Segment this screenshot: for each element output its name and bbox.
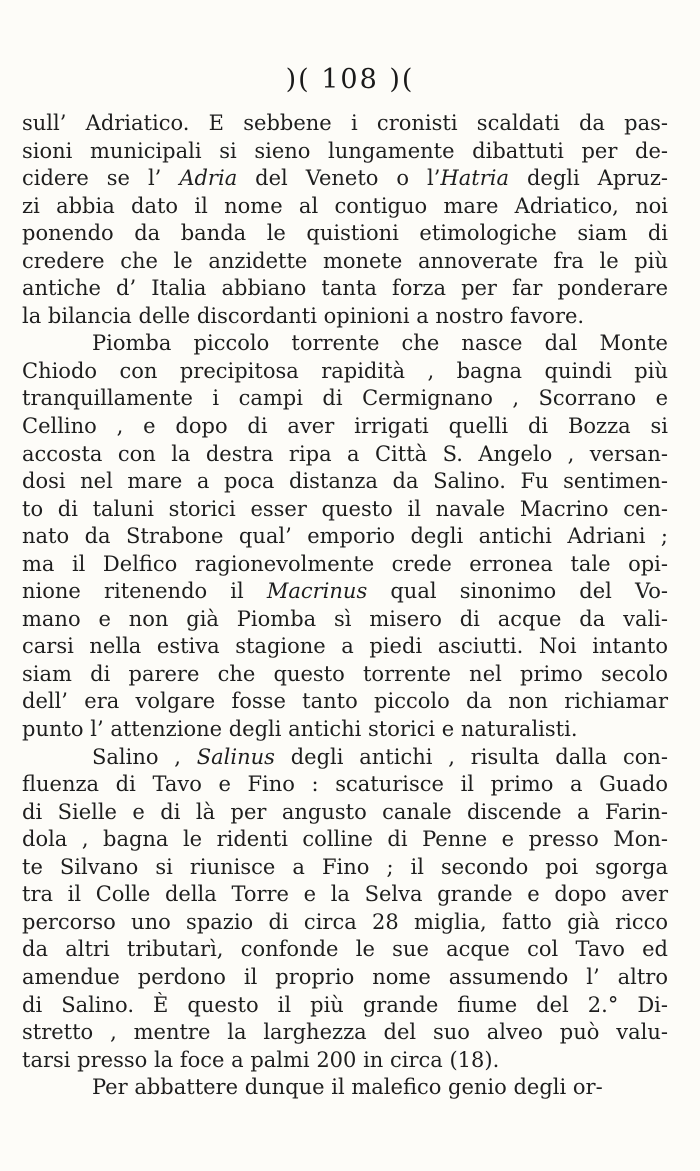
text-line [22,496,668,524]
text-line [22,523,668,551]
text-line [22,275,668,303]
text-run: amendue perdono il proprio nome assumendo l’ altro [22,964,668,989]
text-line [22,992,668,1020]
text-run: dola , bagna le ridenti colline di Penne e presso Mon- [22,827,668,852]
text-run: percorso uno spazio di circa 28 miglia, fatto già ricco [22,909,668,934]
text-run: Cellino , e dopo di aver irrigati quelli di Bozza si [22,414,668,439]
italic-term: Macrinus [266,579,368,604]
text-line [22,661,668,689]
text-line [22,330,668,358]
text-run: la bilancia delle discordanti opinioni a nostro favore. [22,303,585,328]
text-line [22,441,668,469]
text-line [22,413,668,441]
text-run: nato da Strabone qual’ emporio degli antichi Adriani ; [22,524,668,549]
text-run: ponendo da banda le quistioni etimologiche siam di [22,221,668,246]
text-run: mano e non già Piomba sì misero di acque da vali- [22,606,668,631]
text-line [22,248,668,276]
text-run: da altri tributarì, confonde le sue acque col Tavo ed [22,937,668,962]
text-line [22,110,668,138]
text-run: del Veneto o l’ [237,166,441,191]
text-run: ma il Delfico ragionevolmente crede erronea tale opi- [22,551,668,576]
text-line [22,881,668,909]
text-line [22,744,668,772]
text-run: antiche d’ Italia abbiano tanta forza per far ponderare [22,276,668,301]
text-run: degli Apruz- [508,166,668,191]
paragraph [22,330,668,743]
text-run: credere che le anzidette monete annoverate fra le più [22,248,668,273]
italic-term: Salinus [196,744,275,769]
text-line [22,633,668,661]
text-line [22,606,668,634]
paragraph [22,110,668,330]
italic-term: Adria [179,166,238,191]
text-run: Piomba piccolo torrente che nasce dal Monte [92,331,668,356]
text-run: tra il Colle della Torre e la Selva grande e dopo aver [22,882,668,907]
italic-term: Hatria [440,166,509,191]
text-run: dosi nel mare a poca distanza da Salino. Fu sentimen- [22,469,668,494]
text-run: carsi nella estiva stagione a piedi asciutti. Noi intanto [22,634,668,659]
text-line [22,854,668,882]
text-line [22,688,668,716]
text-run: Salino , [92,744,197,769]
text-run: Chiodo con precipitosa rapidità , bagna quindi più [22,358,668,383]
text-line [22,578,668,606]
text-run: dell’ era volgare fosse tanto piccolo da non richiamar [22,689,668,714]
text-run: di Salino. È questo il più grande fiume del 2.° Di- [22,992,668,1017]
text-run: degli antichi , risulta dalla con- [274,744,668,769]
text-run: qual sinonimo del Vo- [367,579,668,604]
paragraph [22,744,668,1075]
page-header: )( 108 )( [285,64,415,95]
text-run: fluenza di Tavo e Fino : scaturisce il primo a Guado [22,772,668,797]
text-line [22,826,668,854]
page-body-text [22,110,668,1102]
text-run: di Sielle e di là per angusto canale discende a Farin- [22,799,668,824]
text-line [22,771,668,799]
text-line [22,1074,668,1102]
text-run: sull’ Adriatico. E sebbene i cronisti scaldati da pas- [22,111,668,135]
text-run: siam di parere che questo torrente nel primo secolo [22,661,668,686]
text-run: te Silvano si riunisce a Fino ; il secondo poi sgorga [22,854,668,879]
text-line [22,138,668,166]
text-line [22,385,668,413]
text-run: nione ritenendo il [22,579,267,604]
text-line [22,468,668,496]
text-line [22,716,668,744]
text-line [22,1047,668,1075]
text-line [22,936,668,964]
text-run: tranquillamente i campi di Cermignano , Scorrano e [22,386,668,411]
text-line [22,303,668,331]
text-run: tarsi presso la foce a palmi 200 in circa (18). [22,1047,500,1072]
text-run: Per abbattere dunque il malefico genio degli or- [92,1075,603,1100]
paragraph [22,1074,668,1102]
text-run: accosta con la destra ripa a Città S. Angelo , versan- [22,441,668,466]
text-line [22,551,668,579]
text-line [22,964,668,992]
text-run: punto l’ attenzione degli antichi storici e naturalisti. [22,717,578,742]
text-line [22,220,668,248]
text-line [22,193,668,221]
text-run: zi abbia dato il nome al contiguo mare Adriatico, noi [22,193,668,218]
text-run: to di taluni storici esser questo il navale Macrino cen- [22,496,668,521]
text-run: cidere se l’ [22,166,180,191]
text-run: sioni municipali si sieno lungamente dibattuti per de- [22,138,668,163]
text-line [22,358,668,386]
text-line [22,165,668,193]
text-line [22,909,668,937]
text-line [22,799,668,827]
text-line [22,1019,668,1047]
text-run: stretto , mentre la larghezza del suo alveo può valu- [22,1020,668,1045]
